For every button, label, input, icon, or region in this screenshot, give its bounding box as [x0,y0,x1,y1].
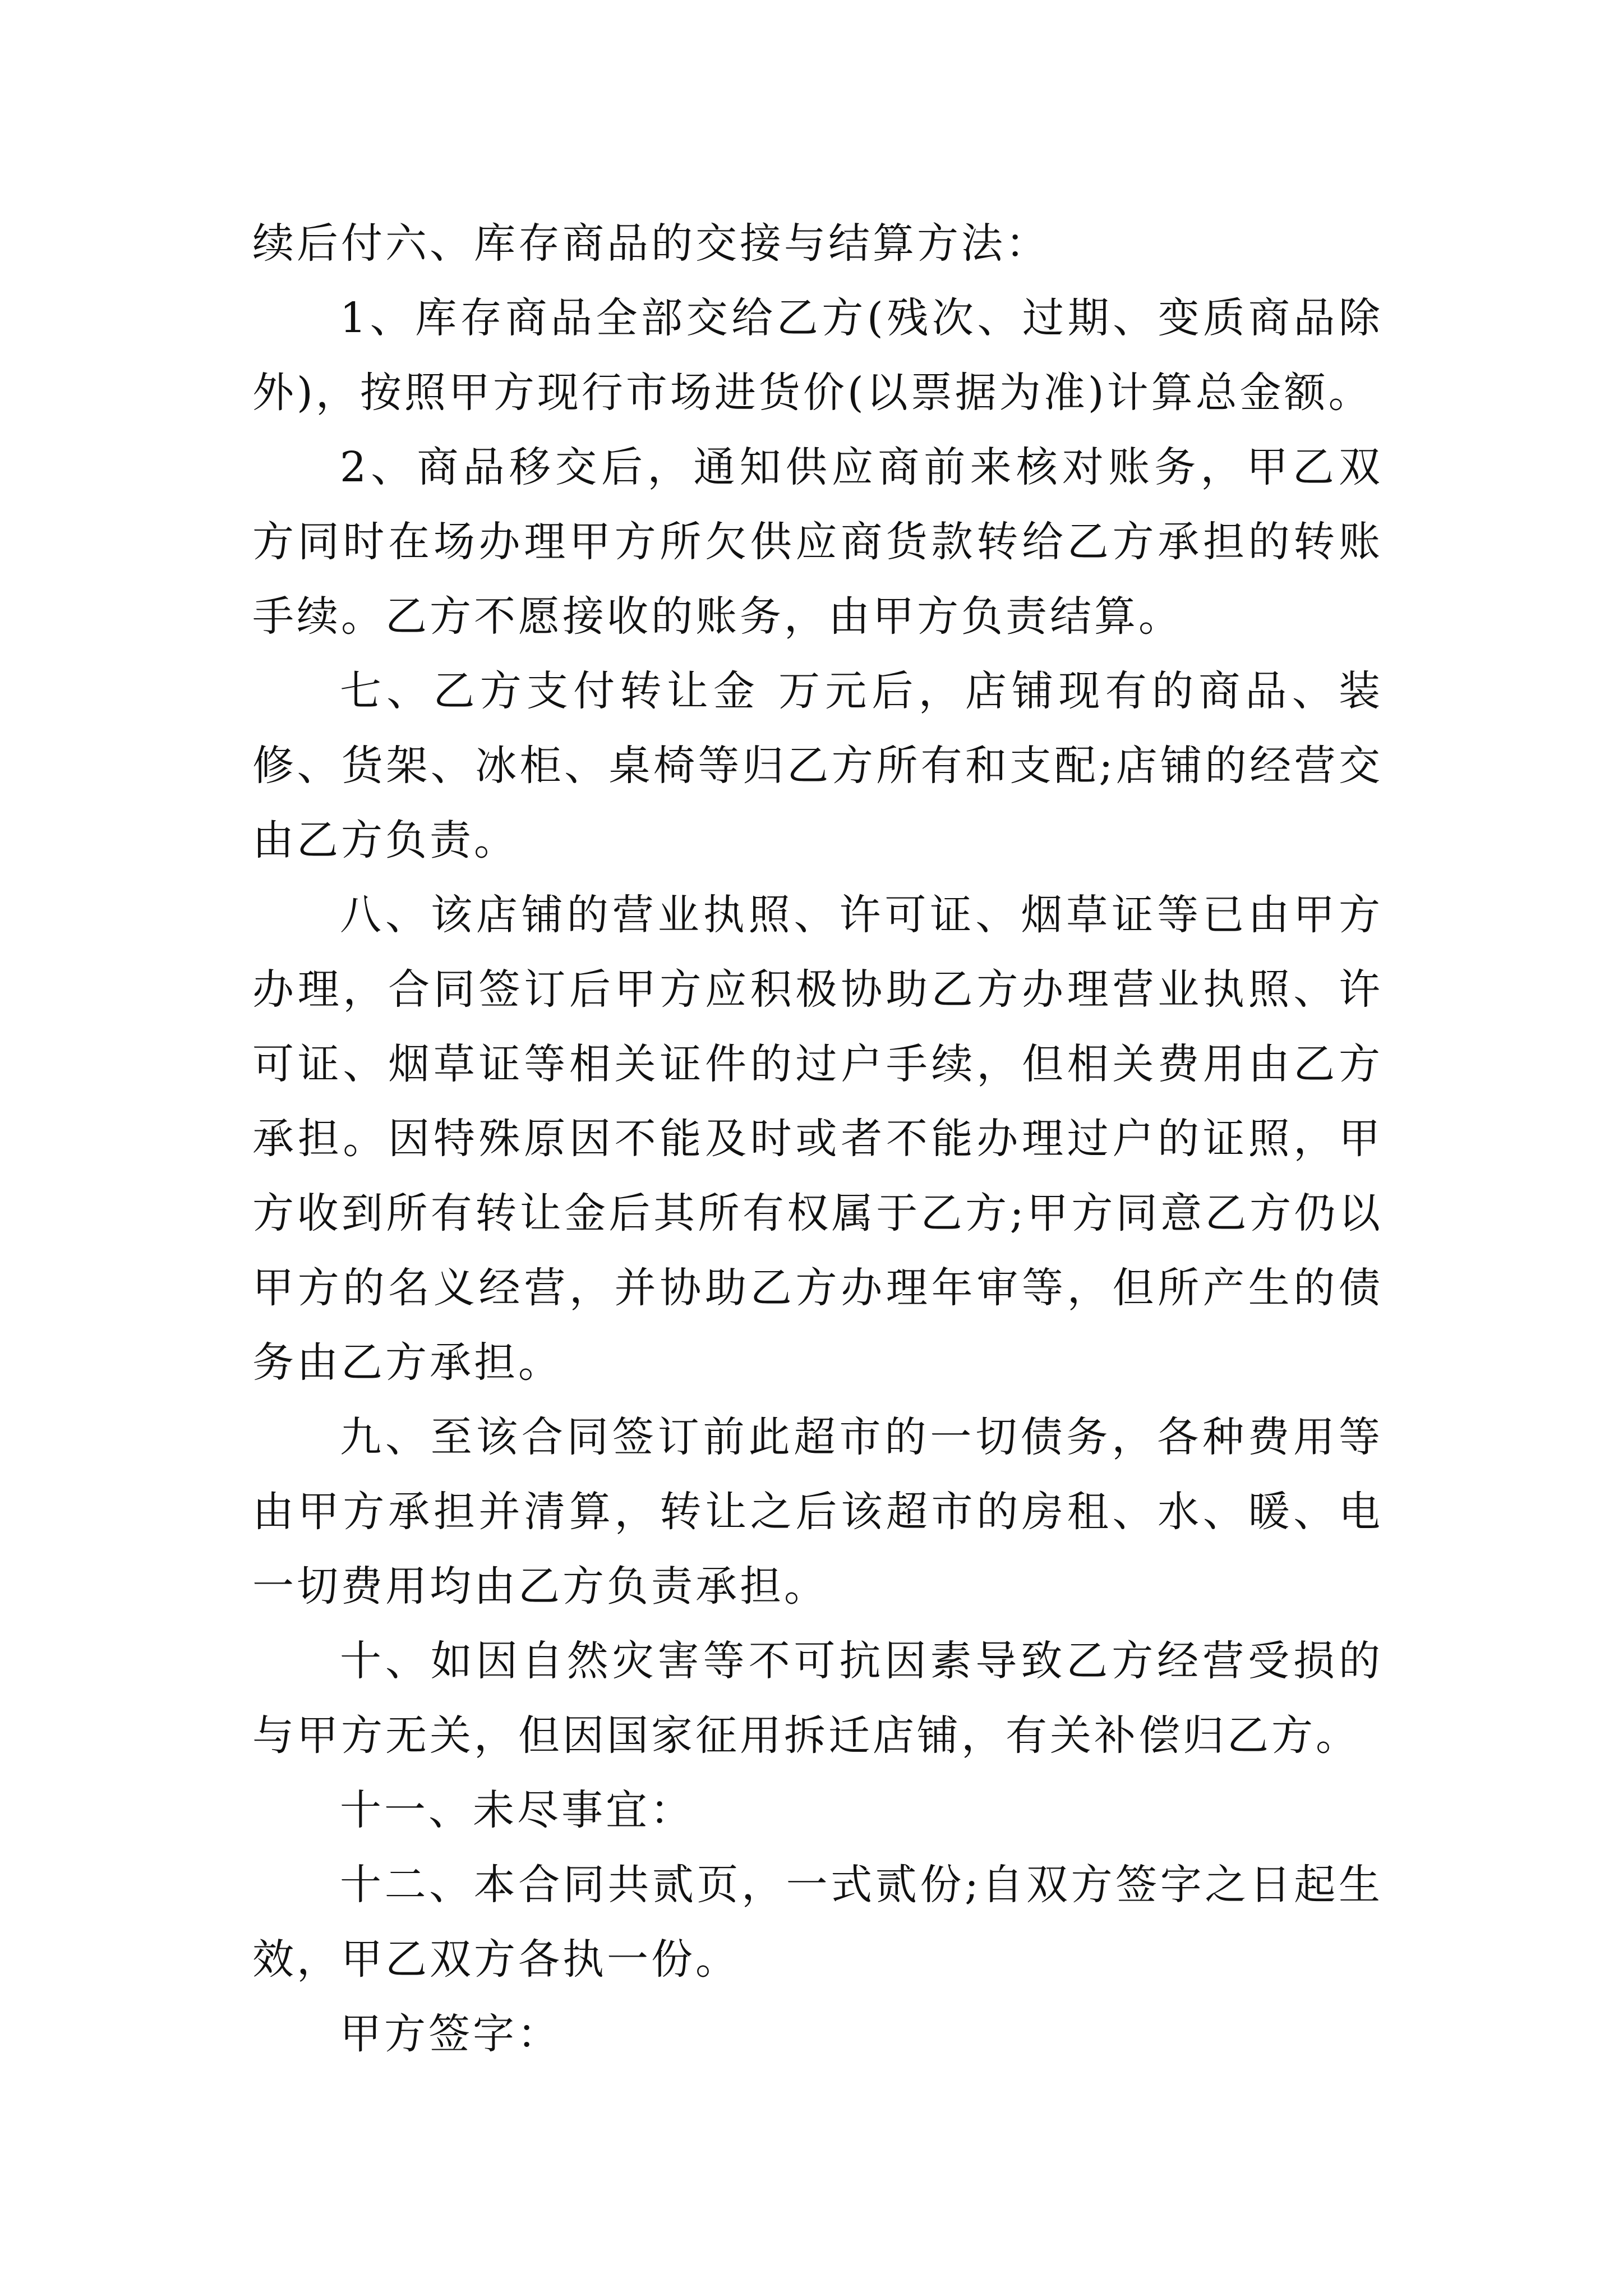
paragraph-section-7: 七、乙方支付转让金 万元后，店铺现有的商品、装修、货架、冰柜、桌椅等归乙方所有和支配;店铺的经营交由乙方负责。 [252,667,1383,864]
paragraph-clause-6-1: 1、库存商品全部交给乙方(残次、过期、变质商品除外)，按照甲方现行市场进货价(以票据为准)计算总金额。 [252,294,1383,417]
paragraph-section-10: 十、如因自然灾害等不可抗因素导致乙方经营受损的与甲方无关，但因国家征用拆迁店铺，有关补偿归乙方。 [252,1637,1383,1760]
paragraph-section-6-heading: 续后付六、库存商品的交接与结算方法： [252,219,1050,268]
paragraph-section-8: 八、该店铺的营业执照、许可证、烟草证等已由甲方办理，合同签订后甲方应积极协助乙方办理营业执照、许可证、烟草证等相关证件的过户手续，但相关费用由乙方承担。因特殊原因不能及时或者不能办理过户的证照，甲方收到所有转让金后其所有权属于乙方;甲方同意乙方仍以甲方的名义经营，并协助乙方办理年审等，但所产生的债务由乙方承担。 [252,891,1383,1387]
paragraph-section-12: 十二、本合同共贰页，一式贰份;自双方签字之日起生效，甲乙双方各执一份。 [252,1861,1383,1984]
paragraph-section-9: 九、至该合同签订前此超市的一切债务，各种费用等由甲方承担并清算，转让之后该超市的房租、水、暖、电一切费用均由乙方负责承担。 [252,1413,1383,1611]
signature-party-a-label: 甲方签字： [340,2010,561,2058]
paragraph-clause-6-2: 2、商品移交后，通知供应商前来核对账务，甲乙双方同时在场办理甲方所欠供应商货款转给乙方承担的转账手续。乙方不愿接收的账务，由甲方负责结算。 [252,443,1383,641]
paragraph-section-11: 十一、未尽事宜： [340,1786,694,1834]
document-body [252,206,1383,2072]
